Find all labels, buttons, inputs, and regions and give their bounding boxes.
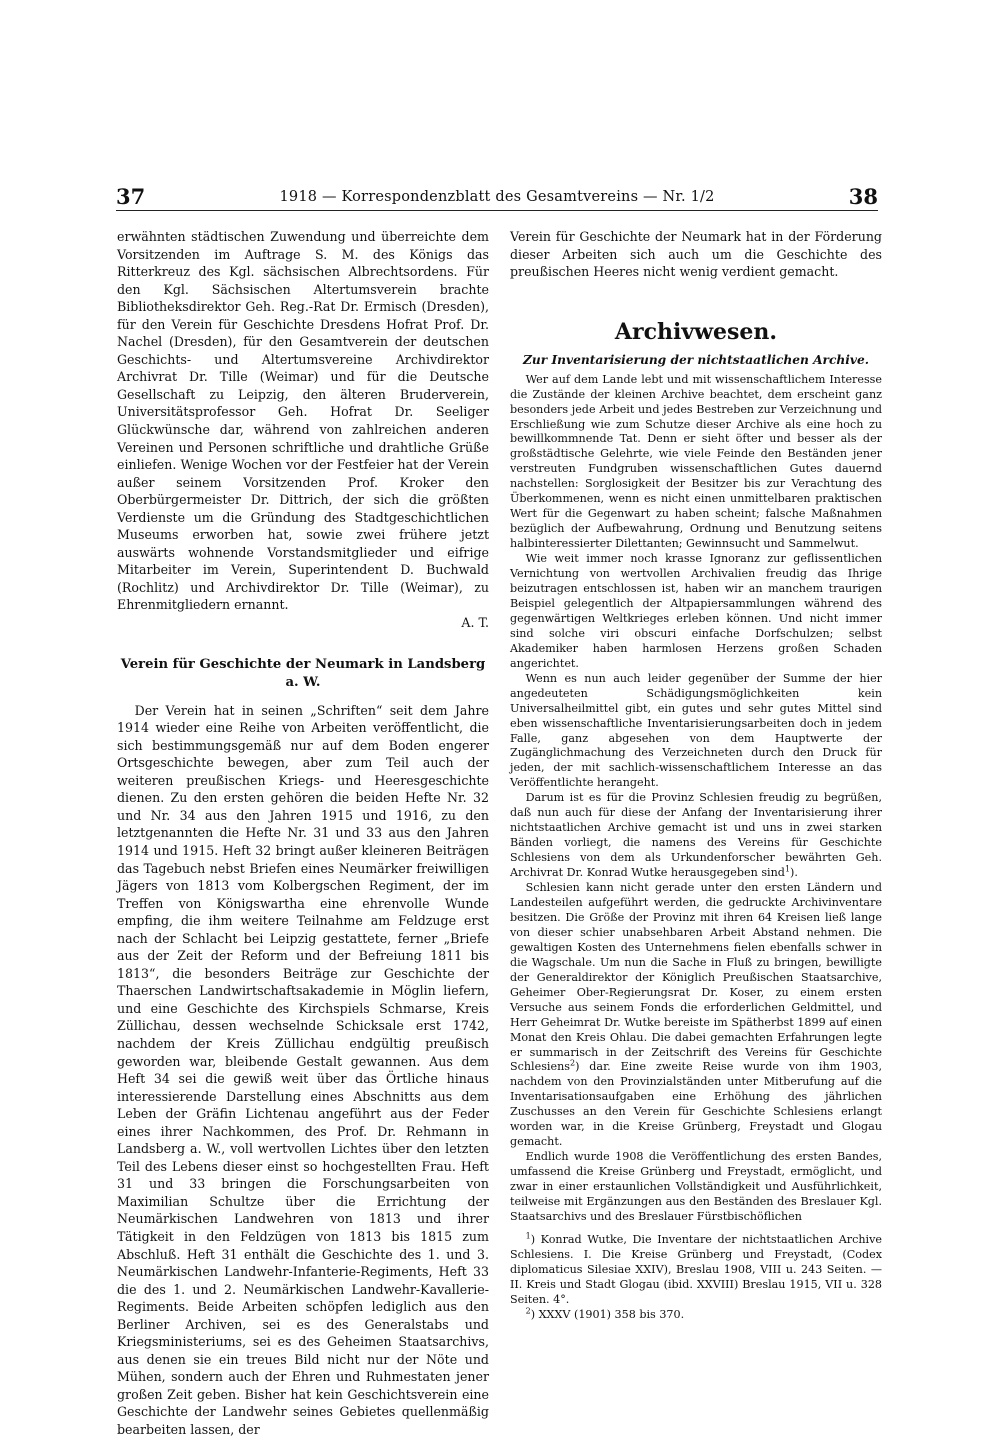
footnote-mark: 2 [525, 1305, 531, 1315]
page-number-right: 38 [848, 184, 878, 209]
paragraph: Wie weit immer noch krasse Ignoranz zur geflissentlichen Vernichtung von wertvollen Archivalien freudig das Ihrige beizutragen entschlossen ist, haben wir an manchem traurigen Beispiel gelegentlich der Altpapiersammlungen während des gegenwärtigen Weltkrieges erleben können. Und nicht immer sind solche viri obscuri einfache Dorfschulzen; selbst Akademiker haben harmlosen Herzens großen Schaden angerichtet. [510, 552, 882, 670]
footnote-mark: 1 [525, 1231, 531, 1241]
paragraph: erwähnten städtischen Zuwendung und überreichte dem Vorsitzenden im Auftrage S. M. des Königs das Ritterkreuz des Kgl. sächsischen Albrechtsordens. Für den Kgl. Sächsischen Altertumsverein brachte Bibliotheksdirektor Geh. Reg.-Rat Dr. Ermisch (Dresden), für den Verein für Geschichte Dresdens Hofrat Prof. Dr. Nachel (Dresden), für den Gesamtverein der deutschen Geschichts- und Altertumsvereine Archivdirektor Archivrat Dr. Tille (Weimar) und für die Deutsche Gesellschaft zu Leipzig, den älteren Bruderverein, Universitätsprofessor Geh. Hofrat Dr. Seeliger Glückwünsche dar, während von zahlreichen anderen Vereinen und Personen schriftliche und drahtliche Grüße einliefen. Wenige Wochen vor der Festfeier hat der Verein außer seinem Vorsitzenden Prof. Kroker den Oberbürgermeister Dr. Dittrich, der sich die größten Verdienste um die Gründung des Stadtgeschichtlichen Museums erworben hat, sowie zwei frühere jetzt auswärts wohnende Vorstandsmitglieder und eifrige Mitarbeiter im Verein, Superintendent D. Buchwald (Rochlitz) und Archivdirektor Dr. Tille (Weimar), zu Ehrenmitgliedern ernannt. [117, 229, 489, 613]
page-header [116, 186, 878, 211]
paragraph [510, 881, 882, 1150]
footnote [510, 1305, 882, 1323]
paragraph: Wer auf dem Lande lebt und mit wissenschaftlichem Interesse die Zustände der kleinen Archive beachtet, dem erscheint ganz besonders jede Arbeit und jedes Bestreben zur Verzeichnung und Erschließung wie zum Schutze dieser Archive als eine hoch zu bewillkommnende Tat. Denn er sieht öfter und besser als der großstädtische Gelehrte, wie viele Feinde den Beständen jener verstreuten Fundgruben wissenschaftlichen Gutes dauernd nachstellen: Sorglosigkeit der Besitzer bis zur Verachtung des Überkommenen, wenn es nicht einen unmittelbaren praktischen Wert für die Gegenwart zu haben scheint; falsche Maßnahmen bezüglich der Aufbewahrung, Ordnung und Benutzung seitens halbinteressierter Dilettanten; Gewinnsucht und Sammelwut. [510, 372, 882, 551]
footnote-text: ) XXXV (1901) 358 bis 370. [530, 1307, 685, 1321]
paragraph [510, 791, 882, 881]
article-title: Zur Inventarisierung der nichtstaatlichen Archive. [523, 352, 869, 367]
author-initials: A. T. [461, 615, 489, 631]
footnotes [510, 1233, 882, 1322]
paragraph: Der Verein hat in seinen „Schriften“ seit dem Jahre 1914 wieder eine Reihe von Arbeiten veröffentlicht, die sich bestimmungsgemäß nur auf dem Boden engerer Ortsgeschichte bewegen, aber zum Teil auch der weiteren preußischen Kriegs- und Heeresgeschichte dienen. Zu den ersten gehören die beiden Hefte Nr. 32 und Nr. 34 aus den Jahren 1915 und 1916, zu den letztgenannten die Hefte Nr. 31 und 33 aus den Jahren 1914 und 1915. Heft 32 bringt außer kleineren Beiträgen das Tagebuch nebst Briefen eines Neumärker freiwilligen Jägers von 1813 vom Kolbergschen Regiment, der im Treffen von Königswartha eine ehrenvolle Wunde empfing, die ihm weitere Teilnahme am Feldzuge erst nach der Schlacht bei Leipzig gestattete, ferner „Briefe aus der Zeit der Reform und der Befreiung 1811 bis 1813“, die besonders Beiträge zur Geschichte der Thaerschen Landwirtschaftsakademie in Möglin liefern, und eine Geschichte des Kirchspiels Schmarse, Kreis Züllichau, dessen wechselnde Schicksale erst 1742, nachdem der Kreis Züllichau endgültig preußisch geworden war, bleibende Gestalt gewannen. Aus dem Heft 34 sei die gewiß weit über das Örtliche hinaus interessierende Darstellung eines Abschnitts aus dem Leben der Gräfin Lichtenau angeführt aus der Feder eines ihrer Nachkommen, des Prof. Dr. Rehmann in Landsberg a. W., voll wertvollen Lichtes über den letzten Teil des Lebens dieser einst so hochgestellten Frau. Heft 31 und 33 bringen die Forschungsarbeiten von Maximilian Schultze über die Errichtung der Neumärkischen Landwehren von 1813 und ihrer Tätigkeit in den Feldzügen von 1813 bis 1815 zum Abschluß. Heft 31 enthält die Geschichte des 1. und 3. Neumärkischen Landwehr-Infanterie-Regiments, Heft 33 die des 1. und 2. Neumärkischen Landwehr-Kavallerie-Regiments. Beide Arbeiten schöpfen lediglich aus den Berliner Archiven, sei es des Generalstabs und Kriegsministeriums, sei es des Geheimen Staatsarchivs, aus denen sie ein treues Bild nicht nur der Nöte und Mühen, sondern auch der Ehren und Ruhmestaten jener großen Zeit geben. Bisher hat kein Geschichtsverein eine Geschichte der Landwehr seines Gebietes quellenmäßig bearbeiten lassen, der [117, 702, 489, 1437]
section-heading: Archivwesen. [614, 318, 778, 345]
page-number-left: 37 [116, 184, 146, 209]
paragraph: Endlich wurde 1908 die Veröffentlichung des ersten Bandes, umfassend die Kreise Grünberg und Freystadt, ermöglicht, und zwar in einer erstaunlichen Vollständigkeit und Ausführlichkeit, teilweise mit Ergänzungen aus den Beständen des Breslauer Kgl. Staatsarchivs und des Breslauer Fürstbischöflichen [510, 1150, 882, 1224]
article-body [510, 373, 882, 1225]
footnote-ref: 1 [784, 864, 791, 874]
paragraph-text: Schlesien kann nicht gerade unter den ersten Ländern und Landesteilen aufgeführt werden, die gedruckte Archivinventare besitzen. Die Größe der Provinz mit ihren 64 Kreisen ließ lange von dieser schier unabsehbaren Arbeit Abstand nehmen. Die gewaltigen Kosten des Unternehmens fielen ebenfalls schwer in die Wagschale. Um nun die Sache in Fluß zu bringen, bewilligte der Generaldirektor der Königlich Preußischen Staatsarchive, Geheimer Ober-Regierungsrat Dr. Koser, zu einem ersten Versuche aus seinem Fonds die erforderlichen Geldmittel, und Herr Geheimrat Dr. Wutke bereiste im Spätherbst 1899 auf einen Monat den Kreis Ohlau. Die dabei gemachten Erfahrungen legte er summarisch in der Zeitschrift des Vereins für Geschichte Schlesiens [510, 881, 882, 1074]
right-column [510, 228, 882, 1322]
section-title: Verein für Geschichte der Neumark in Landsberg a. W. [120, 656, 486, 690]
paragraph: Wenn es nun auch leider gegenüber der Summe der hier angedeuteten Schädigungsmöglichkeiten kein Universalheilmittel gibt, ein gutes und sehr gutes Mittel sind eben wissenschaftliche Inventarisierungsarbeiten doch in jedem Falle, ganz abgesehen von dem Hauptwerte der Zugänglichmachung des Verzeichneten durch den Druck für jeden, der mit sachlich-wissenschaftlichem Interesse an das Veröffentlichte herangeht. [510, 671, 882, 790]
paragraph: Verein für Geschichte der Neumark hat in der Förderung dieser Arbeiten sich auch um die Geschichte des preußischen Heeres nicht wenig verdient gemacht. [510, 229, 882, 280]
signature-line [117, 614, 489, 632]
paragraph-text: ). [790, 866, 798, 880]
paragraph-text: ) dar. Eine zweite Reise wurde von ihm 1903, nachdem von den Provinzialständen unter Mitberufung auf die Inventarisationsaufgaben eine Erhöhung des jährlichen Zuschusses an den Verein für Geschichte Schlesiens erlangt worden war, in die Kreise Grünberg, Freystadt und Glogau gemacht. [510, 1060, 882, 1149]
running-title: 1918 — Korrespondenzblatt des Gesamtvereins — Nr. 1/2 [279, 189, 715, 205]
paragraph-text: Darum ist es für die Provinz Schlesien freudig zu begrüßen, daß nun auch für diese der Anfang der Inventarisierung ihrer nichtstaatlichen Archive gemacht ist und uns in zwei starken Bänden vorliegt, die namens des Vereins für Geschichte Schlesiens von dem als Urkundenforscher bewährten Geh. Archivrat Dr. Konrad Wutke herausgegeben sind [510, 791, 882, 880]
footnote [510, 1233, 882, 1308]
footnote-text: ) Konrad Wutke, Die Inventare der nichtstaatlichen Archive Schlesiens. I. Die Kreise Grünberg und Freystadt, (Codex diplomaticus Silesiae XXIV), Breslau 1908, VIII u. 243 Seiten. — II. Kreis und Stadt Glogau (ibid. XXVIII) Breslau 1915, VII u. 328 Seiten. 4°. [510, 1232, 882, 1306]
footnote-ref: 2 [569, 1058, 576, 1068]
left-column [117, 228, 489, 1439]
